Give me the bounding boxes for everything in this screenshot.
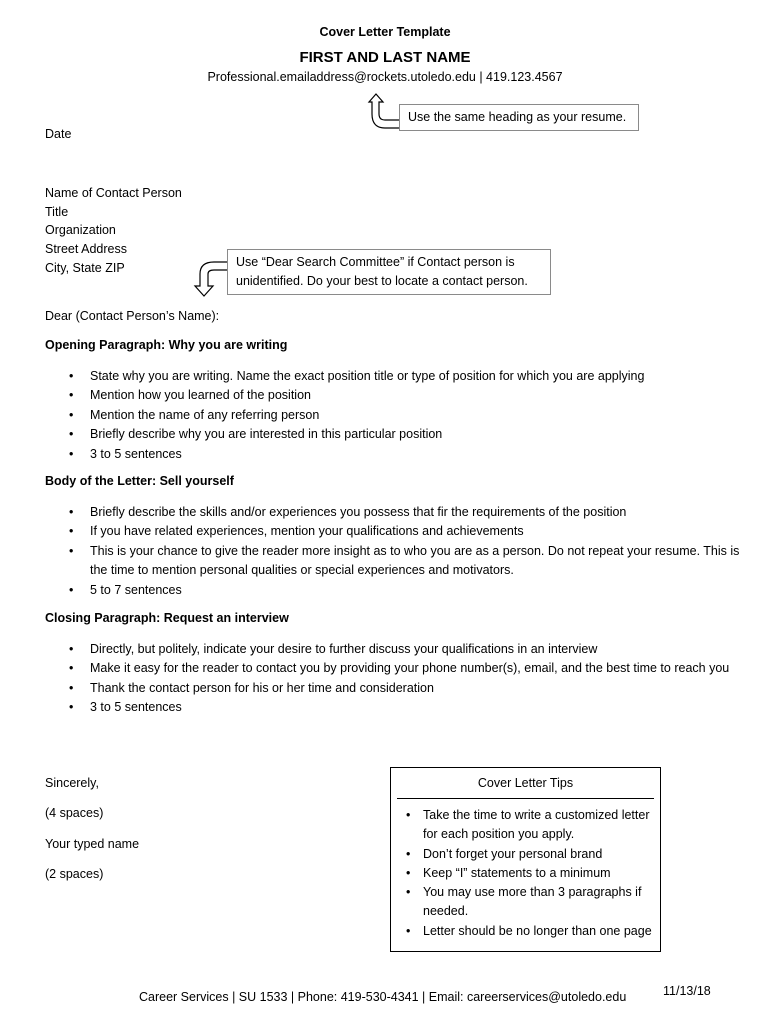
list-item: • Make it easy for the reader to contact you by providing your phone number(s), email, and the best time to reach you [90, 659, 730, 678]
list-item: • Take the time to write a customized letter for each position you apply. [423, 806, 658, 845]
tips-title: Cover Letter Tips [477, 776, 574, 790]
sincerely-line: Sincerely, [45, 776, 99, 790]
address-street: Street Address [45, 242, 127, 256]
document-title: Cover Letter Template [319, 25, 451, 39]
section-heading-closing: Closing Paragraph: Request an interview [45, 611, 289, 625]
contact-line: Professional.emailaddress@rockets.utoledo.edu | 419.123.4567 [207, 70, 563, 84]
address-city-state-zip: City, State ZIP [45, 261, 125, 275]
dear-tip-line-2: unidentified. Do your best to locate a contact person. [236, 274, 528, 288]
salutation: Dear (Contact Person’s Name): [45, 309, 220, 323]
body-bullet-list [45, 503, 755, 600]
list-item: • State why you are writing. Name the exact position title or type of position for which you are applying [90, 367, 770, 386]
list-item: • Letter should be no longer than one page [423, 922, 658, 941]
dear-tip-line-1: Use “Dear Search Committee” if Contact person is [236, 255, 515, 269]
opening-bullet-list [45, 367, 770, 464]
list-item: • Mention how you learned of the position [90, 386, 770, 405]
curved-down-arrow-icon [190, 258, 232, 300]
list-item: • Briefly describe the skills and/or experiences you possess that fir the requirements of the position [90, 503, 755, 522]
cover-letter-tips-box [390, 767, 661, 952]
list-item: • Briefly describe why you are interested in this particular position [90, 425, 770, 444]
four-spaces-note: (4 spaces) [45, 806, 104, 820]
date-line: Date [45, 127, 72, 141]
list-item: • Thank the contact person for his or her time and consideration [90, 679, 730, 698]
address-contact-name: Name of Contact Person [45, 186, 182, 200]
list-item: • 3 to 5 sentences [90, 445, 770, 464]
list-item: • If you have related experiences, mention your qualifications and achievements [90, 522, 755, 541]
footer-contact: Career Services | SU 1533 | Phone: 419-530-4341 | Email: careerservices@utoledo.edu [139, 990, 627, 1004]
tips-divider [397, 798, 654, 799]
list-item: • Don’t forget your personal brand [423, 845, 658, 864]
heading-tip-text: Use the same heading as your resume. [408, 110, 627, 124]
list-item: • Directly, but politely, indicate your desire to further discuss your qualifications in an interview [90, 640, 730, 659]
footer-date: 11/13/18 [663, 984, 711, 998]
list-item: • You may use more than 3 paragraphs if needed. [423, 883, 658, 922]
heading-tip-callout [399, 104, 639, 131]
section-heading-body: Body of the Letter: Sell yourself [45, 474, 234, 488]
list-item: • 3 to 5 sentences [90, 698, 730, 717]
two-spaces-note: (2 spaces) [45, 867, 104, 881]
list-item: • Keep “I” statements to a minimum [423, 864, 658, 883]
list-item: • This is your chance to give the reader more insight as to who you are as a person. Do not repeat your resume. This is the time to mention personal qualities or special experiences and motivators. [90, 542, 755, 581]
address-organization: Organization [45, 223, 116, 237]
section-heading-opening: Opening Paragraph: Why you are writing [45, 338, 288, 352]
address-title: Title [45, 205, 69, 219]
typed-name-line: Your typed name [45, 837, 140, 851]
dear-tip-callout [227, 249, 551, 295]
list-item: • 5 to 7 sentences [90, 581, 755, 600]
tips-list [391, 806, 658, 941]
list-item: • Mention the name of any referring person [90, 406, 770, 425]
closing-bullet-list [45, 640, 730, 718]
applicant-name: FIRST AND LAST NAME [299, 49, 471, 66]
